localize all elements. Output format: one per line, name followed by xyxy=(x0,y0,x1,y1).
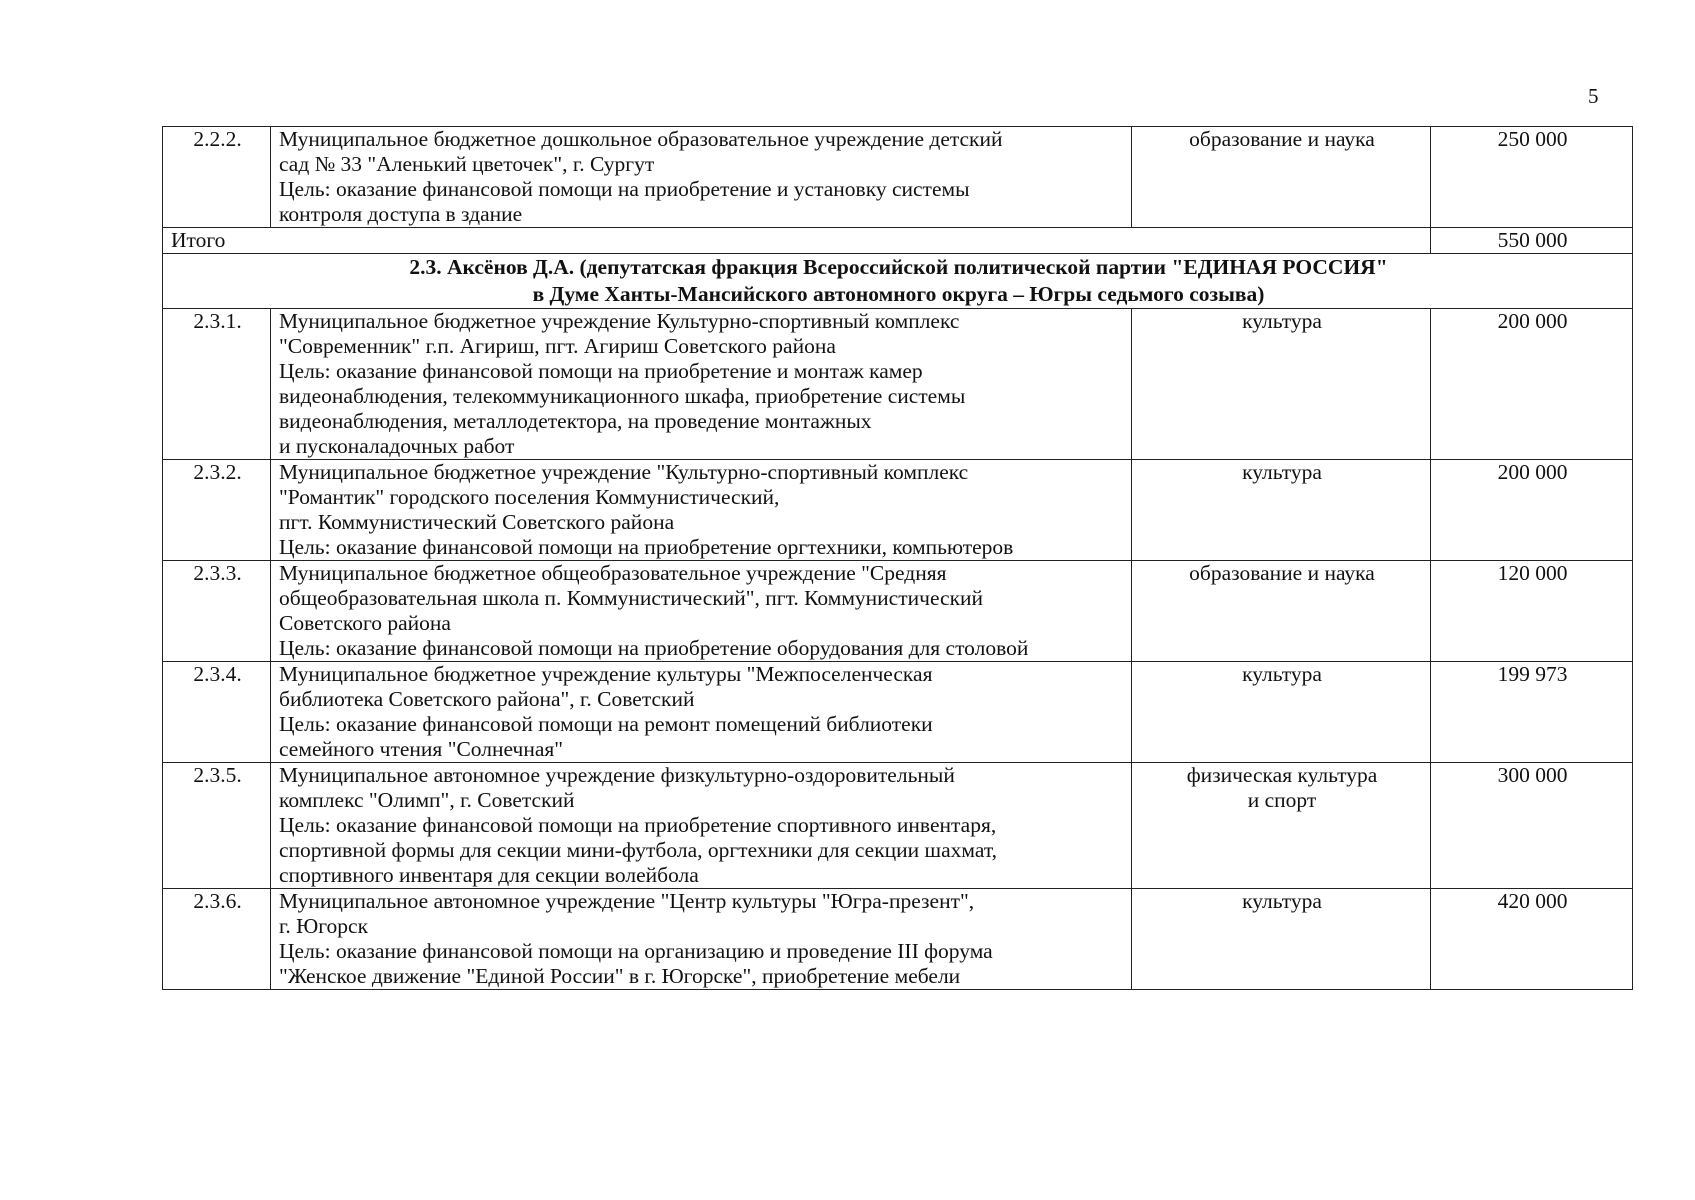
row-description xyxy=(271,662,1132,763)
row-number: 2.3.2. xyxy=(163,460,271,561)
section-heading-line: в Думе Ханты-Мансийского автономного округа – Югры седьмого созыва) xyxy=(532,282,1265,306)
page-number: 5 xyxy=(1588,84,1599,108)
description-line: Цель: оказание финансовой помощи на приобретение и монтаж камер xyxy=(279,359,923,383)
area-line: культура xyxy=(1242,889,1322,913)
description-line: Цель: оказание финансовой помощи на приобретение оборудования для столовой xyxy=(279,636,1029,660)
description-line: Муниципальное автономное учреждение "Центр культуры "Югра-презент", xyxy=(279,889,975,913)
area-line: культура xyxy=(1242,662,1322,686)
row-description xyxy=(271,127,1132,228)
row-area xyxy=(1132,763,1431,889)
description-line: Цель: оказание финансовой помощи на приобретение оргтехники, компьютеров xyxy=(279,535,1014,559)
section-heading-line: 2.3. Аксёнов Д.А. (депутатская фракция Всероссийской политической партии "ЕДИНАЯ РОССИЯ" xyxy=(409,255,1388,279)
row-number: 2.2.2. xyxy=(163,127,271,228)
row-number: 2.3.1. xyxy=(163,309,271,460)
row-area xyxy=(1132,460,1431,561)
section-heading-row xyxy=(163,254,1633,309)
row-area: образование и наука xyxy=(1132,127,1431,228)
row-area xyxy=(1132,662,1431,763)
row-number: 2.3.3. xyxy=(163,561,271,662)
table-row xyxy=(163,662,1633,763)
description-line: общеобразовательная школа п. Коммунистический", пгт. Коммунистический xyxy=(279,586,984,610)
description-line: "Современник" г.п. Агириш, пгт. Агириш Советского района xyxy=(279,334,836,358)
area-line: образование и наука xyxy=(1189,561,1375,585)
description-line: контроля доступа в здание xyxy=(279,202,523,226)
description-line: пгт. Коммунистический Советского района xyxy=(279,510,675,534)
row-area xyxy=(1132,309,1431,460)
description-line: видеонаблюдения, телекоммуникационного шкафа, приобретение системы xyxy=(279,384,966,408)
description-line: видеонаблюдения, металлодетектора, на проведение монтажных xyxy=(279,409,872,433)
description-line: Цель: оказание финансовой помощи на ремонт помещений библиотеки xyxy=(279,712,933,736)
table-row-2-2-2 xyxy=(163,127,1633,228)
row-amount: 200 000 xyxy=(1431,460,1633,561)
total-label: Итого xyxy=(163,228,1431,254)
description-line: г. Югорск xyxy=(279,914,369,938)
description-line: "Женское движение "Единой России" в г. Югорске", приобретение мебели xyxy=(279,964,961,988)
table-row xyxy=(163,561,1633,662)
description-line: спортивного инвентаря для секции волейбола xyxy=(279,863,699,887)
description-line: комплекс "Олимп", г. Советский xyxy=(279,788,575,812)
description-line: Цель: оказание финансовой помощи на приобретение спортивного инвентаря, xyxy=(279,813,997,837)
row-amount: 250 000 xyxy=(1431,127,1633,228)
table-row xyxy=(163,309,1633,460)
budget-table xyxy=(162,126,1633,990)
table-row xyxy=(163,763,1633,889)
description-line: Советского района xyxy=(279,611,451,635)
row-description xyxy=(271,309,1132,460)
area-line: физическая культура xyxy=(1186,763,1378,787)
row-amount: 199 973 xyxy=(1431,662,1633,763)
row-number: 2.3.5. xyxy=(163,763,271,889)
section-rows xyxy=(163,309,1633,990)
row-area xyxy=(1132,561,1431,662)
section-heading xyxy=(163,254,1633,309)
table-row xyxy=(163,889,1633,990)
description-line: спортивной формы для секции мини-футбола, оргтехники для секции шахмат, xyxy=(279,838,997,862)
description-line: "Романтик" городского поселения Коммунистический, xyxy=(279,485,780,509)
area-line: и спорт xyxy=(1247,788,1317,812)
row-area xyxy=(1132,889,1431,990)
row-description xyxy=(271,889,1132,990)
row-number: 2.3.4. xyxy=(163,662,271,763)
description-line: Муниципальное автономное учреждение физкультурно-оздоровительный xyxy=(279,763,955,787)
row-description xyxy=(271,561,1132,662)
area-line: культура xyxy=(1242,309,1322,333)
total-amount: 550 000 xyxy=(1431,228,1633,254)
description-line: Муниципальное бюджетное учреждение Культурно-спортивный комплекс xyxy=(279,309,960,333)
description-line: Муниципальное бюджетное учреждение "Культурно-спортивный комплекс xyxy=(279,460,969,484)
description-line: Цель: оказание финансовой помощи на организацию и проведение III форума xyxy=(279,939,993,963)
row-amount: 120 000 xyxy=(1431,561,1633,662)
table-row xyxy=(163,460,1633,561)
area-line: культура xyxy=(1242,460,1322,484)
row-amount: 420 000 xyxy=(1431,889,1633,990)
description-line: Муниципальное бюджетное учреждение культуры "Межпоселенческая xyxy=(279,662,933,686)
row-description xyxy=(271,460,1132,561)
description-line: библиотека Советского района", г. Советский xyxy=(279,687,695,711)
row-amount: 200 000 xyxy=(1431,309,1633,460)
description-line: Цель: оказание финансовой помощи на приобретение и установку системы xyxy=(279,177,970,201)
row-amount: 300 000 xyxy=(1431,763,1633,889)
description-line: Муниципальное бюджетное общеобразовательное учреждение "Средняя xyxy=(279,561,947,585)
description-line: и пусконаладочных работ xyxy=(279,434,515,458)
description-line: семейного чтения "Солнечная" xyxy=(279,737,564,761)
description-line: Муниципальное бюджетное дошкольное образовательное учреждение детский xyxy=(279,127,1003,151)
description-line: сад № 33 "Аленький цветочек", г. Сургут xyxy=(279,152,655,176)
total-row xyxy=(163,228,1633,254)
row-description xyxy=(271,763,1132,889)
row-number: 2.3.6. xyxy=(163,889,271,990)
